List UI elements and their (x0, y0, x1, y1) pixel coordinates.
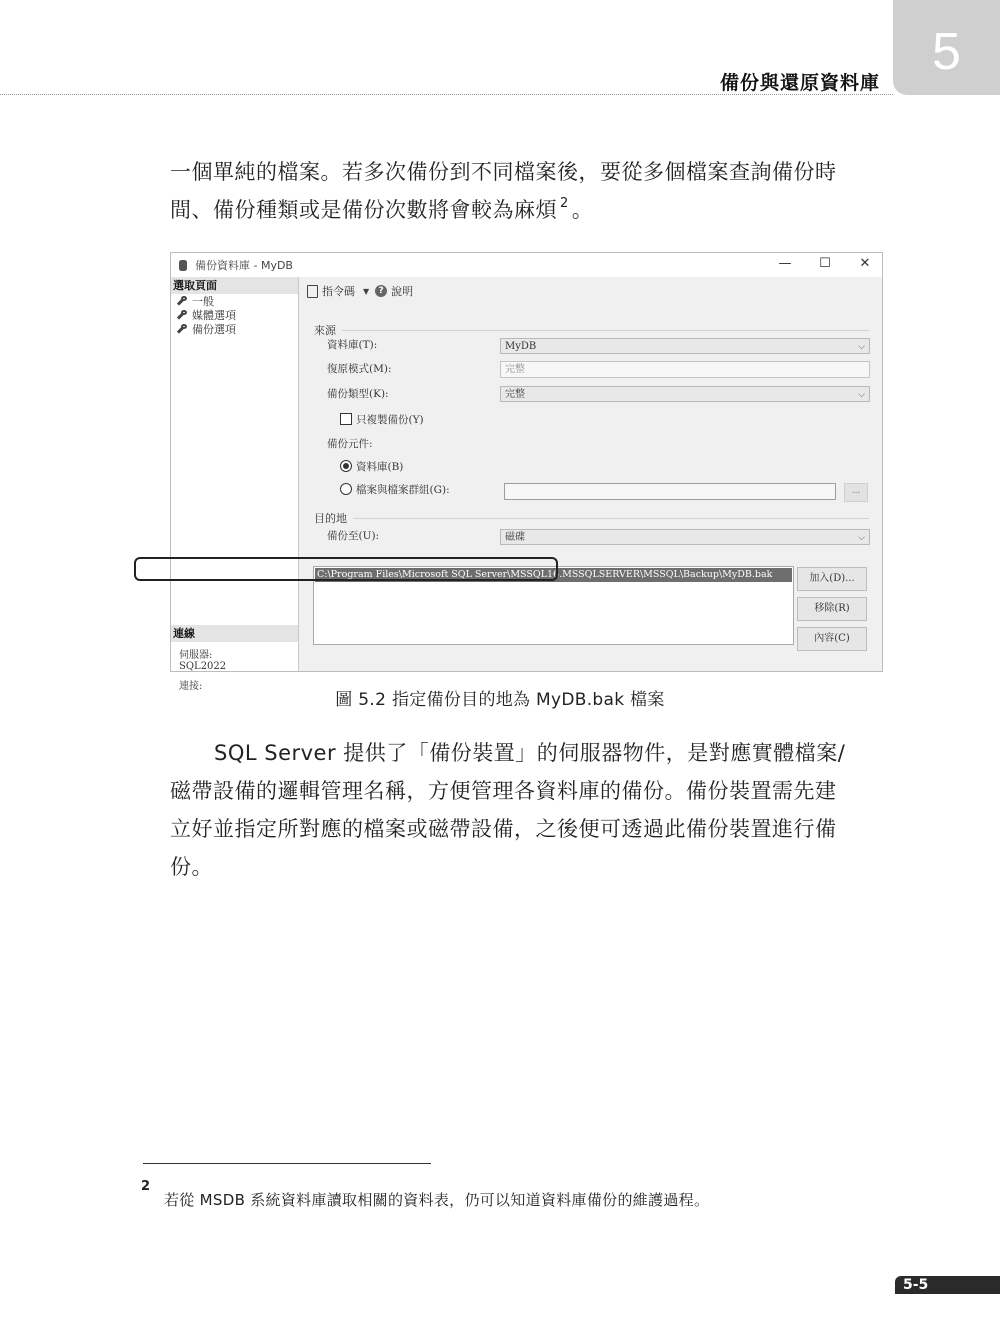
source-group (314, 322, 869, 338)
files-field[interactable] (504, 483, 836, 500)
chevron-down-icon: ⌵ (858, 342, 865, 352)
backup-component-label: 備份元件: (327, 438, 373, 450)
recovery-model-field[interactable]: 完整 (500, 361, 870, 378)
footnote-ref[interactable]: 2 (560, 196, 569, 211)
paragraph-line: 磁帶設備的邏輯管理名稱，方便管理各資料庫的備份。備份裝置需先建 (170, 779, 837, 803)
database-label: 資料庫(T): (327, 339, 378, 351)
radio-database-label: 資料庫(B) (356, 461, 404, 473)
sidebar-item-label: 媒體選項 (192, 309, 236, 322)
wrench-icon (176, 310, 187, 320)
script-button[interactable] (307, 283, 375, 299)
paragraph-text: 。 (571, 198, 594, 222)
paragraph-text: 間、備份種類或是備份次數將會較為麻煩 (170, 198, 557, 222)
destination-group (314, 510, 869, 526)
connection-header: 連線 (171, 625, 298, 642)
toolbar (299, 277, 882, 305)
maximize-icon[interactable]: ☐ (819, 256, 831, 271)
close-icon[interactable]: ✕ (859, 256, 871, 271)
sidebar-item-media-options[interactable] (171, 308, 298, 322)
footnote-text: 若從 MSDB 系統資料庫讀取相關的資料表，仍可以知道資料庫備份的維護過程。 (164, 1191, 710, 1209)
remove-button[interactable]: 移除(R) (797, 597, 867, 621)
files-browse-button[interactable]: ... (844, 483, 868, 502)
minimize-icon[interactable]: — (778, 256, 792, 271)
chapter-number: 5 (932, 22, 961, 81)
backup-dialog-screenshot (170, 252, 883, 692)
group-divider (353, 518, 869, 519)
contents-button[interactable]: 內容(C) (797, 627, 867, 651)
database-select[interactable] (500, 338, 870, 354)
chevron-down-icon[interactable]: ▼ (363, 286, 370, 296)
sidebar-header: 選取頁面 (171, 277, 298, 294)
footnote-rule (143, 1163, 431, 1164)
backup-to-value: 磁碟 (505, 532, 525, 543)
paragraph-line: 立好並指定所對應的檔案或磁帶設備，之後便可透過此備份裝置進行備 (170, 817, 837, 841)
source-group-label: 來源 (314, 324, 336, 337)
destination-group-label: 目的地 (314, 512, 347, 525)
connection-label: 連接: (179, 681, 203, 692)
paragraph-line: 一個單純的檔案。若多次備份到不同檔案後，要從多個檔案查詢備份時 (170, 160, 837, 184)
paragraph-1 (170, 153, 882, 229)
main-panel (299, 305, 882, 671)
radio-files[interactable] (340, 483, 352, 495)
help-label: 說明 (391, 285, 414, 298)
script-icon (307, 285, 318, 298)
page-number: 5-5 (903, 1277, 929, 1293)
copy-only-checkbox[interactable] (340, 413, 352, 425)
chapter-title: 備份與還原資料庫 (719, 72, 880, 94)
connection-section (171, 625, 298, 692)
figure-caption: 圖 5.2 指定備份目的地為 MyDB.bak 檔案 (335, 690, 665, 710)
paragraph-line (170, 191, 882, 229)
paragraph-line: 份。 (170, 855, 213, 879)
backup-type-value: 完整 (505, 389, 525, 400)
chevron-down-icon: ⌵ (858, 390, 865, 400)
sidebar (171, 277, 299, 692)
database-value: MyDB (505, 341, 537, 352)
paragraph-text: SQL Server 提供了「備份裝置」的伺服器物件，是對應實體檔案/ (214, 741, 846, 765)
sidebar-item-label: 一般 (192, 295, 214, 308)
radio-files-label: 檔案與檔案群組(G): (356, 484, 450, 496)
paragraph-line (170, 734, 882, 772)
destination-list[interactable] (313, 566, 794, 645)
backup-type-select[interactable] (500, 386, 870, 402)
group-divider (342, 330, 869, 331)
backup-to-label: 備份至(U): (327, 530, 380, 542)
window-titlebar (171, 253, 882, 277)
help-button[interactable] (375, 283, 413, 299)
sidebar-item-backup-options[interactable] (171, 322, 298, 336)
wrench-icon (176, 324, 187, 334)
paragraph-2 (170, 734, 882, 886)
server-value: SQL2022 (179, 661, 227, 672)
copy-only-label: 只複製備份(Y) (356, 414, 424, 426)
add-button[interactable]: 加入(D)... (797, 567, 867, 591)
script-label: 指令碼 (322, 285, 355, 298)
radio-database[interactable] (340, 460, 352, 472)
help-icon: ? (375, 285, 387, 297)
backup-to-select[interactable] (500, 529, 870, 545)
chevron-down-icon: ⌵ (858, 533, 865, 543)
chapter-tab (893, 0, 1000, 95)
server-label: 伺服器: (179, 650, 213, 661)
footnote-number: 2 (141, 1179, 151, 1194)
recovery-model-label: 復原模式(M): (327, 363, 392, 375)
sidebar-item-general[interactable] (171, 294, 298, 308)
backup-type-label: 備份類型(K): (327, 388, 389, 400)
database-icon (179, 260, 187, 271)
destination-path-item[interactable]: C:\Program Files\Microsoft SQL Server\MSSQL16.MSSQLSERVER\MSSQL\Backup\MyDB.bak (315, 568, 792, 582)
window-controls (778, 256, 872, 271)
window-title: 備份資料庫 - MyDB (195, 259, 293, 272)
wrench-icon (176, 296, 187, 306)
sidebar-item-label: 備份選項 (192, 323, 236, 336)
